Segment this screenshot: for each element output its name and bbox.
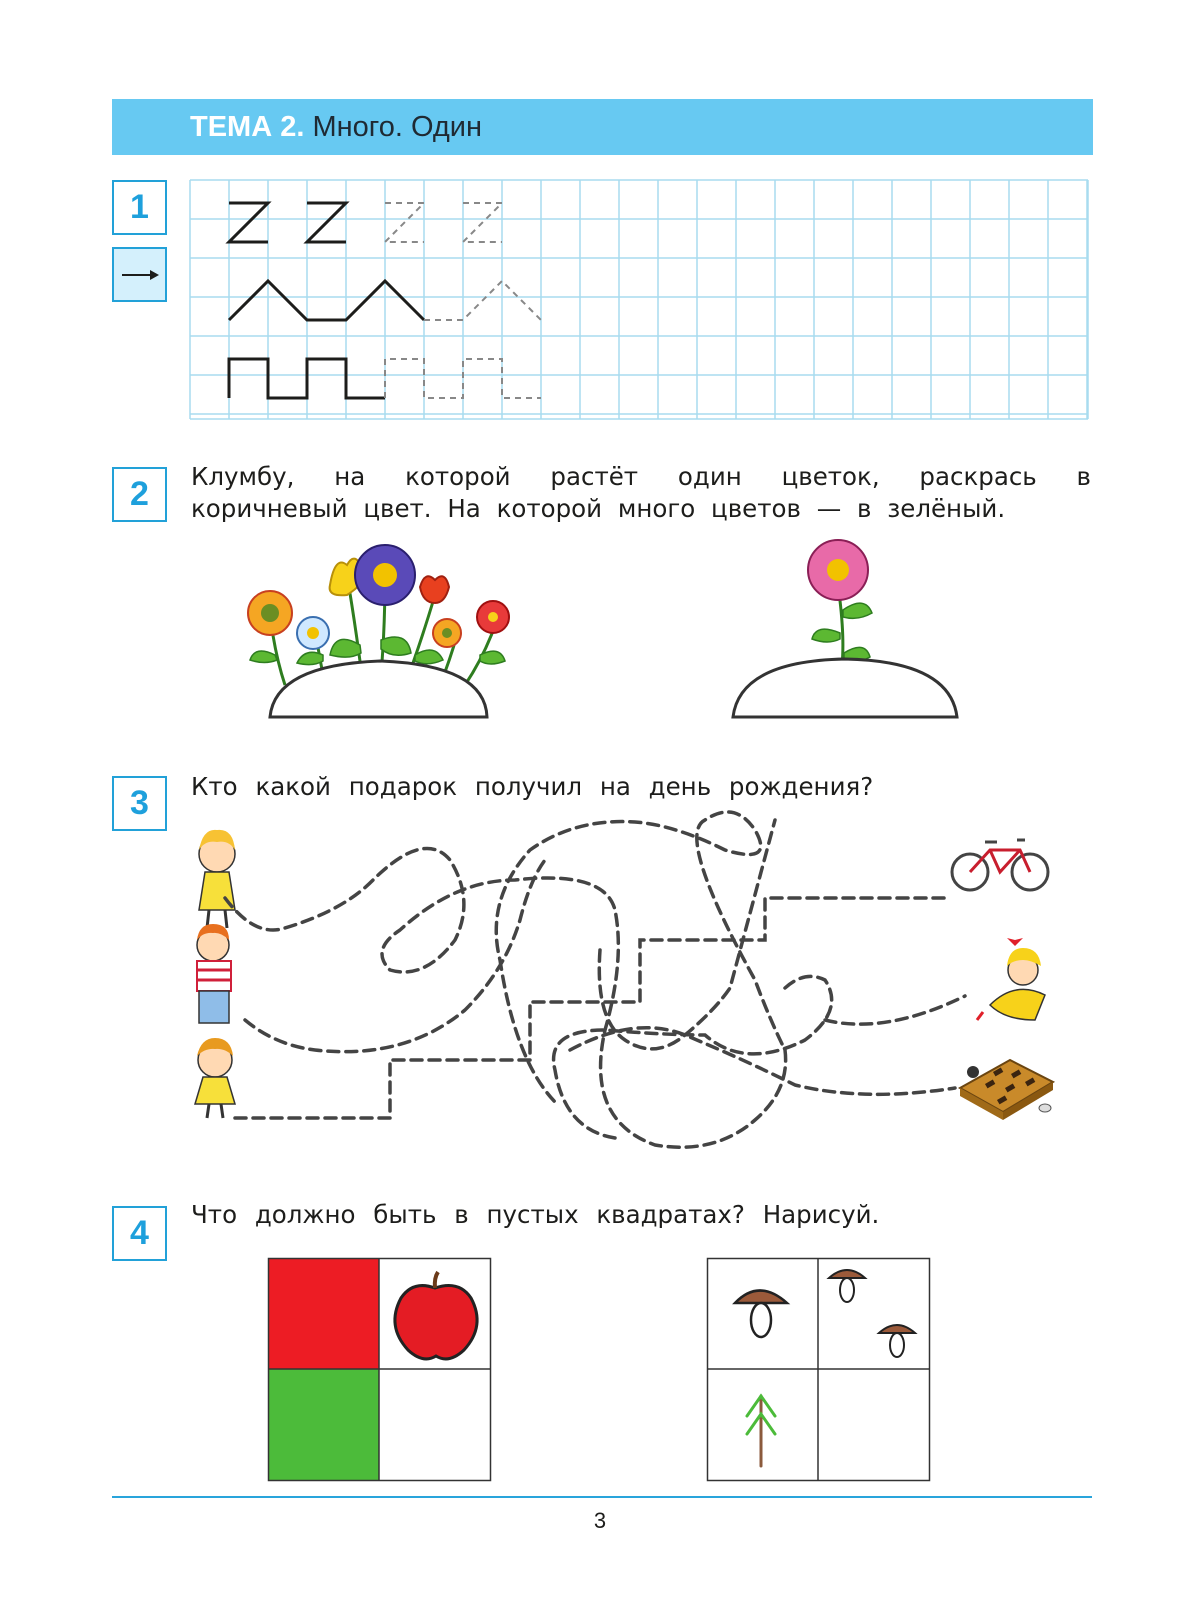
bicycle-icon (952, 840, 1048, 890)
gift-maze (185, 820, 1095, 1190)
girl-pigtails-icon (195, 1038, 235, 1118)
mushroom-icon (829, 1270, 865, 1302)
apple-icon (395, 1272, 477, 1359)
tree-sprout-icon (747, 1396, 775, 1466)
zigzag-pattern (229, 281, 424, 320)
puzzle-grid-objects (707, 1258, 931, 1482)
arrow-right-icon (120, 268, 160, 282)
grid-pattern-area (190, 180, 1090, 421)
path-boy (245, 860, 545, 1052)
flowerbed-many-flowers[interactable] (235, 535, 535, 745)
zigzag-pattern-dashed (424, 281, 541, 320)
flowerbed-one-flower[interactable] (730, 535, 970, 745)
task-number-4: 4 (112, 1206, 167, 1261)
path-checkers (570, 1028, 955, 1095)
mushroom-icon (879, 1325, 915, 1357)
green-square (268, 1369, 379, 1480)
z-pattern (229, 203, 346, 242)
task-number-2: 2 (112, 467, 167, 522)
task-4-text: Что должно быть в пустых квадратах? Нарисуй. (191, 1200, 880, 1229)
empty-square-2[interactable] (818, 1369, 929, 1480)
path-doll-2 (825, 996, 965, 1024)
meander-pattern (229, 359, 385, 398)
footer-divider (112, 1496, 1092, 1498)
mushroom-icon (735, 1291, 787, 1338)
path-girl-2 (235, 898, 945, 1118)
task-number-1: 1 (112, 180, 167, 235)
girl-yellow-dress-icon (199, 830, 235, 928)
task-3-text: Кто какой подарок получил на день рождения? (191, 772, 874, 801)
path-girl-1 (225, 812, 786, 1147)
task-number-3: 3 (112, 776, 167, 831)
grid-lines (190, 180, 1088, 419)
z-pattern-dashed (385, 203, 502, 242)
task-2-text: Клумбу, на которой растёт один цветок, раскрась в коричневый цвет. На которой много цветов — в зелёный. (191, 462, 1091, 523)
topic-header (112, 99, 1093, 155)
doll-icon (977, 938, 1045, 1020)
checkers-board-icon (960, 1060, 1053, 1120)
boy-striped-shirt-icon (197, 924, 231, 1023)
arrow-box (112, 247, 167, 302)
topic-title: ТЕМА 2. Много. Один (190, 111, 483, 143)
page-number: 3 (593, 1508, 607, 1533)
red-square (268, 1258, 379, 1369)
puzzle-grid-colors (268, 1258, 492, 1482)
empty-square-1[interactable] (379, 1369, 490, 1480)
